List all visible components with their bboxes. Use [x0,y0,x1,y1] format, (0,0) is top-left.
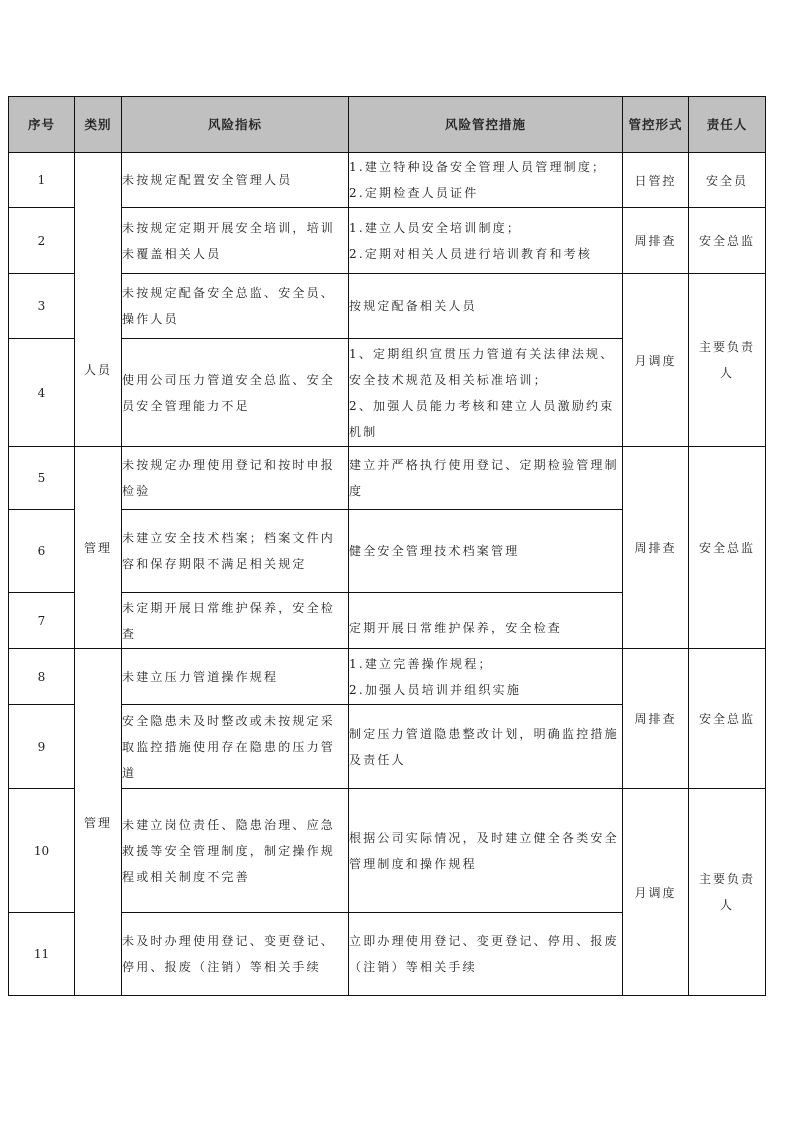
measures-cell [349,208,623,274]
measure-line: 2、加强人员能力考核和建立人员激励约束机制 [349,398,615,439]
measure-line: 1.建立完善操作规程； [349,656,493,671]
risk-cell: 未建立安全技术档案；档案文件内容和保存期限不满足相关规定 [122,510,349,593]
risk-control-table [8,96,766,996]
measures-cell [349,593,623,649]
responsible-cell [689,789,766,996]
risk-cell: 未建立岗位责任、隐患治理、应急救援等安全管理制度，制定操作规程或相关制度不完善 [122,789,349,913]
seq-cell: 11 [9,913,75,996]
responsible-cell: 安全总监 [689,447,766,649]
risk-cell: 未按规定配置安全管理人员 [122,153,349,208]
measure-line: 制定压力管道隐患整改计划，明确监控措施及责任人 [349,726,619,767]
header-category: 类别 [75,97,122,153]
risk-cell: 未定期开展日常维护保养，安全检查 [122,593,349,649]
measures-cell [349,274,623,339]
seq-cell: 9 [9,705,75,789]
category-cell: 管理 [75,649,122,996]
seq-cell: 8 [9,649,75,705]
measures-cell [349,510,623,593]
measure-line: 立即办理使用登记、变更登记、停用、报废（注销）等相关手续 [349,934,619,974]
category-cell [75,153,122,447]
seq-cell: 1 [9,153,75,208]
header-seq: 序号 [9,97,75,153]
measures-cell [349,153,623,208]
measure-line: 1.建立人员安全培训制度； [349,220,522,235]
table-row [9,274,766,339]
table-row [9,208,766,274]
seq-cell: 6 [9,510,75,593]
table-row [9,153,766,208]
measures-cell [349,339,623,447]
measure-line: 定期开展日常维护保养，安全检查 [349,620,563,635]
table-row [9,649,766,705]
measure-line: 1.建立特种设备安全管理人员管理制度； [349,160,607,174]
risk-cell: 安全隐患未及时整改或未按规定采取监控措施使用存在隐患的压力管道 [122,705,349,789]
table-header-row [9,97,766,153]
risk-cell: 未按规定配备安全总监、安全员、操作人员 [122,274,349,339]
responsible-label: 主要负责人 [699,872,756,912]
risk-cell: 未建立压力管道操作规程 [122,649,349,705]
table-row [9,447,766,510]
measure-line: 健全安全管理技术档案管理 [349,544,520,558]
measures-cell [349,447,623,510]
measures-cell [349,649,623,705]
seq-cell: 10 [9,789,75,913]
header-control-measures: 风险管控措施 [349,97,623,153]
responsible-cell: 安全总监 [689,208,766,274]
measure-line: 建立并严格执行使用登记、定期检验管理制度 [349,458,619,498]
header-responsible: 责任人 [689,97,766,153]
measure-line: 根据公司实际情况，及时建立健全各类安全管理制度和操作规程 [349,830,619,871]
seq-cell: 7 [9,593,75,649]
responsible-label: 主要负责人 [699,340,756,380]
control-form-cell: 月调度 [623,789,689,996]
responsible-cell [689,274,766,447]
control-form-cell: 周排查 [623,649,689,789]
seq-cell: 5 [9,447,75,510]
table-row [9,789,766,913]
measures-cell [349,705,623,789]
measures-cell [349,789,623,913]
header-control-form: 管控形式 [623,97,689,153]
control-form-cell: 周排查 [623,447,689,649]
risk-cell: 未按规定办理使用登记和按时申报检验 [122,447,349,510]
control-form-cell: 周排查 [623,208,689,274]
header-risk-indicator: 风险指标 [122,97,349,153]
responsible-cell: 安全总监 [689,649,766,789]
measure-line: 2.定期对相关人员进行培训教育和考核 [349,246,593,261]
seq-cell: 2 [9,208,75,274]
seq-cell: 3 [9,274,75,339]
measure-line: 2.定期检查人员证件 [349,186,479,200]
category-cell: 管理 [75,447,122,649]
control-form-cell: 月调度 [623,274,689,447]
responsible-cell: 安全员 [689,153,766,208]
category-label: 人员 [83,363,112,377]
risk-cell: 未及时办理使用登记、变更登记、停用、报废（注销）等相关手续 [122,913,349,996]
risk-cell: 未按规定定期开展安全培训，培训未覆盖相关人员 [122,208,349,274]
measure-line: 2.加强人员培训并组织实施 [349,682,522,697]
seq-cell: 4 [9,339,75,447]
control-form-cell: 日管控 [623,153,689,208]
risk-cell: 使用公司压力管道安全总监、安全员安全管理能力不足 [122,339,349,447]
measure-line: 1、定期组织宣贯压力管道有关法律法规、安全技术规范及相关标准培训； [349,346,615,387]
measure-line: 按规定配备相关人员 [349,299,477,313]
measures-cell [349,913,623,996]
